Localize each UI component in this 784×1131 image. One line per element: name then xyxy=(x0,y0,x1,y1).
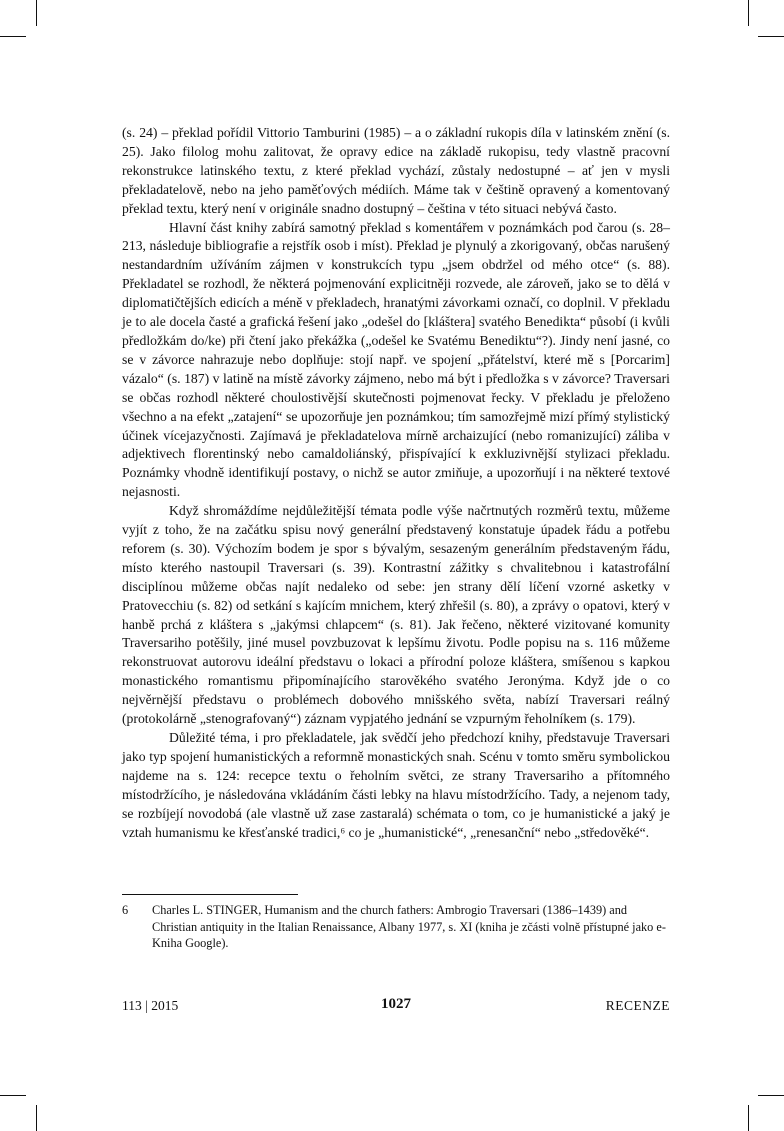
crop-mark xyxy=(758,1095,784,1096)
footnote-rule xyxy=(122,894,298,895)
crop-mark xyxy=(758,36,784,37)
crop-mark xyxy=(36,0,37,26)
footnote-text: Charles L. STINGER, Humanism and the church fathers: Ambrogio Traversari (1386–1439) and Christian antiquity in the Italian Renaissance, Albany 1977, s. XI (kniha je zčásti volně přístupné jako e-Kniha Google). xyxy=(152,903,666,951)
crop-mark xyxy=(0,1095,26,1096)
crop-mark xyxy=(36,1105,37,1131)
footnote xyxy=(122,902,670,952)
paragraph: Když shromáždíme nejdůležitější témata podle výše načrtnutých rozměrů textu, můžeme vyjít z toho, že na začátku spisu nový generální představený konstatuje úpadek řádu a potřebu reforem (s. 30). Výchozím bodem je spor s bývalým, sesazeným generálním představeným řádu, místo kterého nastoupil Traversari (s. 39). Kontrastní zážitky s chvalitebnou i katastrofální disciplínou můžeme občas najít nedaleko od sebe: jen strany dělí líčení vzorné asketky v Pratovecchiu (s. 82) od setkání s kajícím mnichem, který zhřešil (s. 80), a zprávy o opatovi, který v hanbě prchá z kláštera s „jakýmsi chlapcem“ (s. 81). Jak řečeno, některé vizitované komunity Traversariho potěšily, jiné musel povzbuzovat k lepšímu životu. Podle popisu na s. 116 můžeme rekonstruovat autorovu ideální představu o lokaci a přírodní poloze kláštera, smíšenou s kapkou monastického romantismu připomínajícího starověkého svatého Jeronýma. Když jde o co nejvěrnější představu o problémech dobového mnišského světa, nabízí Traversari reálný (protokolárně „stenografovaný“) záznam vypjatého jednání se vzpurným řeholníkem (s. 179). xyxy=(122,503,670,727)
journal-issue: 113 | 2015 xyxy=(122,998,179,1013)
crop-mark xyxy=(0,36,26,37)
page-number: 1027 xyxy=(381,996,411,1012)
crop-mark xyxy=(748,0,749,26)
footnote-number: 6 xyxy=(122,903,129,917)
crop-mark xyxy=(748,1105,749,1131)
review-body xyxy=(122,124,670,842)
paragraph: Hlavní část knihy zabírá samotný překlad s komentářem v poznámkách pod čarou (s. 28–213, následuje bibliografie a rejstřík osob i míst). Překlad je plynulý a zkorigovaný, občas narušený nestandardním užíváním zájmen v konstrukcích typu „jsem obdržel od mého otce“ (s. 88). Překladatel se rozhodl, že některá pojmenování explicitněji rozvede, ale zároveň, jako se to dělá v diplomatičtějších edicích a méně v překladech, hranatými závorkami označí, co doplnil. V překladu je to ale docela časté a grafická řešení jako „odešel do [kláštera] svatého Benedikta“ působí (i kvůli předložkám do/ke) při čtení jako překážka („odešel ke Svatému Benediktu“?). Jindy není jasné, co se v závorce nahrazuje nebo doplňuje: stojí např. ve spojení „přátelství, které mě s [Porcarim] vázalo“ (s. 187) v latině na místě závorky zájmeno, nebo má být i předložka s v závorce? Traversari se občas rozhodl některé choulostivější skutečnosti pojmenovat řecky. V překladu je přeloženo všechno a na efekt „zatajení“ se upozorňuje jen poznámkou; tím samozřejmě mizí přímý stylistický účinek vícejazyčnosti. Zajímavá je překladatelova mírně archaizující (nebo romanizující) záliba v adjektivech florentinský nebo camaldoliánský, přispívající k exkluzivnější stylizaci překladu. Poznámky vhodně identifikují postavy, o nichž se autor zmiňuje, a upozorňují i na některé textové nejasnosti. xyxy=(122,219,670,500)
paragraph: Důležité téma, i pro překladatele, jak svědčí jeho předchozí knihy, představuje Traversari jako typ spojení humanistických a reformně monastických snah. Scénu v tomto směru symbolickou najdeme na s. 124: recepce textu o řeholním světci, ze strany Traversariho a přítomného místodržícího, je následována vkládáním části lebky na hlavu místodržícího. Tady, a nejenom tady, se rozbíjejí novodobá (ale vlastně už zase zastaralá) schémata o tom, co je humanistické a jaký je vztah humanismu ke křesťanské tradici,⁶ co je „humanistické“, „renesanční“ nebo „středověké“. xyxy=(122,730,670,840)
section-label: RECENZE xyxy=(605,998,670,1013)
page-footer xyxy=(122,996,670,1018)
paragraph: (s. 24) – překlad pořídil Vittorio Tamburini (1985) – a o základní rukopis díla v latinském znění (s. 25). Jako filolog mohu zalitovat, že opravy edice na základě rukopisu, tedy vlastně pracovní rekonstrukce latinského textu, z které překlad vychází, zůstaly nedostupné – ať jen v mysli překladatelově, nebo na jeho paměťových médiích. Máme tak v češtině opravený a komentovaný překlad textu, který není v originále snadno dostupný – čeština v této situaci nebývá často. xyxy=(122,125,670,216)
